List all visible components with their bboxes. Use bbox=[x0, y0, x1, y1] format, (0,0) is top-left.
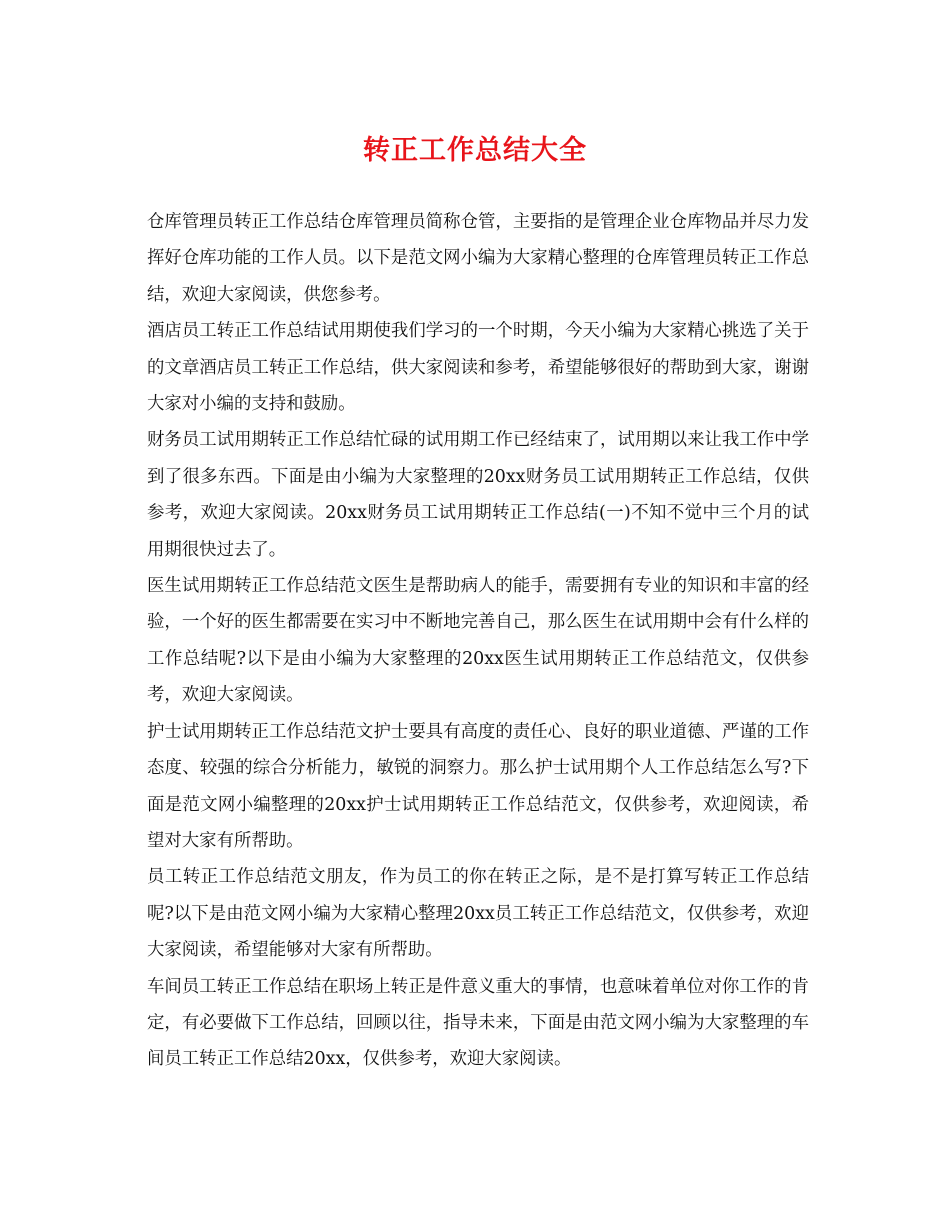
paragraph: 车间员工转正工作总结在职场上转正是件意义重大的事情，也意味着单位对你工作的肯定，有必要做下工作总结，回顾以往，指导未来，下面是由范文网小编为大家整理的车间员工转正工作总结20xx，仅供参考，欢迎大家阅读。 bbox=[147, 976, 809, 1070]
paragraph: 仓库管理员转正工作总结仓库管理员简称仓管，主要指的是管理企业仓库物品并尽力发挥好仓库功能的工作人员。以下是范文网小编为大家精心整理的仓库管理员转正工作总结，欢迎大家阅读，供您参考。 bbox=[147, 212, 809, 305]
paragraph: 财务员工试用期转正工作总结忙碌的试用期工作已经结束了，试用期以来让我工作中学到了很多东西。下面是由小编为大家整理的20xx财务员工试用期转正工作总结，仅供参考，欢迎大家阅读。20xx财务员工试用期转正工作总结(一)不知不觉中三个月的试用期很快过去了。 bbox=[147, 430, 809, 560]
paragraph: 医生试用期转正工作总结范文医生是帮助病人的能手，需要拥有专业的知识和丰富的经验，一个好的医生都需要在实习中不断地完善自己，那么医生在试用期中会有什么样的工作总结呢?以下是由小编为大家整理的20xx医生试用期转正工作总结范文，仅供参考，欢迎大家阅读。 bbox=[147, 576, 809, 706]
document-body bbox=[147, 204, 809, 1078]
paragraph: 护士试用期转正工作总结范文护士要具有高度的责任心、良好的职业道德、严谨的工作态度、较强的综合分析能力，敏锐的洞察力。那么护士试用期个人工作总结怎么写?下面是范文网小编整理的20xx护士试用期转正工作总结范文，仅供参考，欢迎阅读，希望对大家有所帮助。 bbox=[147, 721, 809, 851]
document-title: 转正工作总结大全 bbox=[363, 135, 587, 166]
paragraph: 酒店员工转正工作总结试用期使我们学习的一个时期，今天小编为大家精心挑选了关于的文章酒店员工转正工作总结，供大家阅读和参考，希望能够很好的帮助到大家，谢谢大家对小编的支持和鼓励。 bbox=[147, 321, 809, 415]
paragraph: 员工转正工作总结范文朋友，作为员工的你在转正之际，是不是打算写转正工作总结呢?以下是由范文网小编为大家精心整理20xx员工转正工作总结范文，仅供参考，欢迎大家阅读，希望能够对大家有所帮助。 bbox=[147, 867, 809, 961]
